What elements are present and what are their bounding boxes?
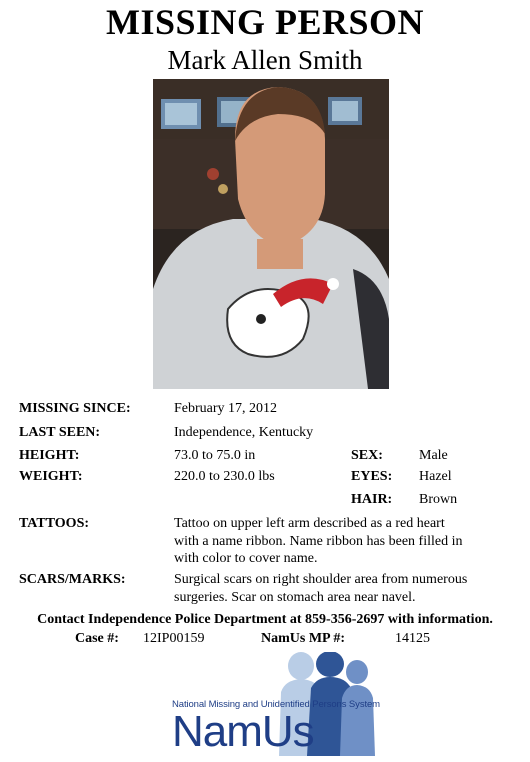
case-number-label: Case #: <box>75 631 119 646</box>
weight-value: 220.0 to 230.0 lbs <box>174 469 275 484</box>
person-photo <box>153 79 389 389</box>
namus-tagline: National Missing and Unidentified Persons System <box>172 699 380 710</box>
hair-value: Brown <box>419 492 458 507</box>
namus-wordmark: NamUs <box>172 707 314 756</box>
height-value: 73.0 to 75.0 in <box>174 448 256 463</box>
hair-label: HAIR: <box>351 492 393 507</box>
missing-since-label: MISSING SINCE: <box>19 401 131 416</box>
person-name: Mark Allen Smith <box>167 45 363 75</box>
scars-line: surgeries. Scar on stomach area near navel. <box>174 589 416 605</box>
namus-number-label: NamUs MP #: <box>261 631 345 646</box>
eyes-value: Hazel <box>419 469 452 484</box>
last-seen-label: LAST SEEN: <box>19 425 101 440</box>
scars-description <box>174 571 514 606</box>
scars-label: SCARS/MARKS: <box>19 572 126 587</box>
height-label: HEIGHT: <box>19 448 80 463</box>
contact-instructions: Contact Independence Police Department at 859-356-2697 with information. <box>37 612 493 627</box>
sex-label: SEX: <box>351 448 383 463</box>
poster-title: MISSING PERSON <box>105 2 425 42</box>
eyes-label: EYES: <box>351 469 393 484</box>
missing-since-value: February 17, 2012 <box>174 401 278 416</box>
tattoos-line: Tattoo on upper left arm described as a red heart <box>174 516 445 531</box>
tattoos-line: with color to cover name. <box>174 551 318 566</box>
weight-label: WEIGHT: <box>19 469 83 484</box>
tattoos-line: with a name ribbon. Name ribbon has been filled in <box>174 533 463 549</box>
tattoos-label: TATTOOS: <box>19 516 90 531</box>
namus-number-value: 14125 <box>395 631 430 646</box>
scars-line: Surgical scars on right shoulder area from numerous <box>174 572 468 587</box>
sex-value: Male <box>419 448 448 463</box>
last-seen-value: Independence, Kentucky <box>174 425 314 440</box>
case-number-value: 12IP00159 <box>143 631 205 646</box>
tattoos-description <box>174 515 514 568</box>
person-photo-illustration <box>153 79 389 389</box>
